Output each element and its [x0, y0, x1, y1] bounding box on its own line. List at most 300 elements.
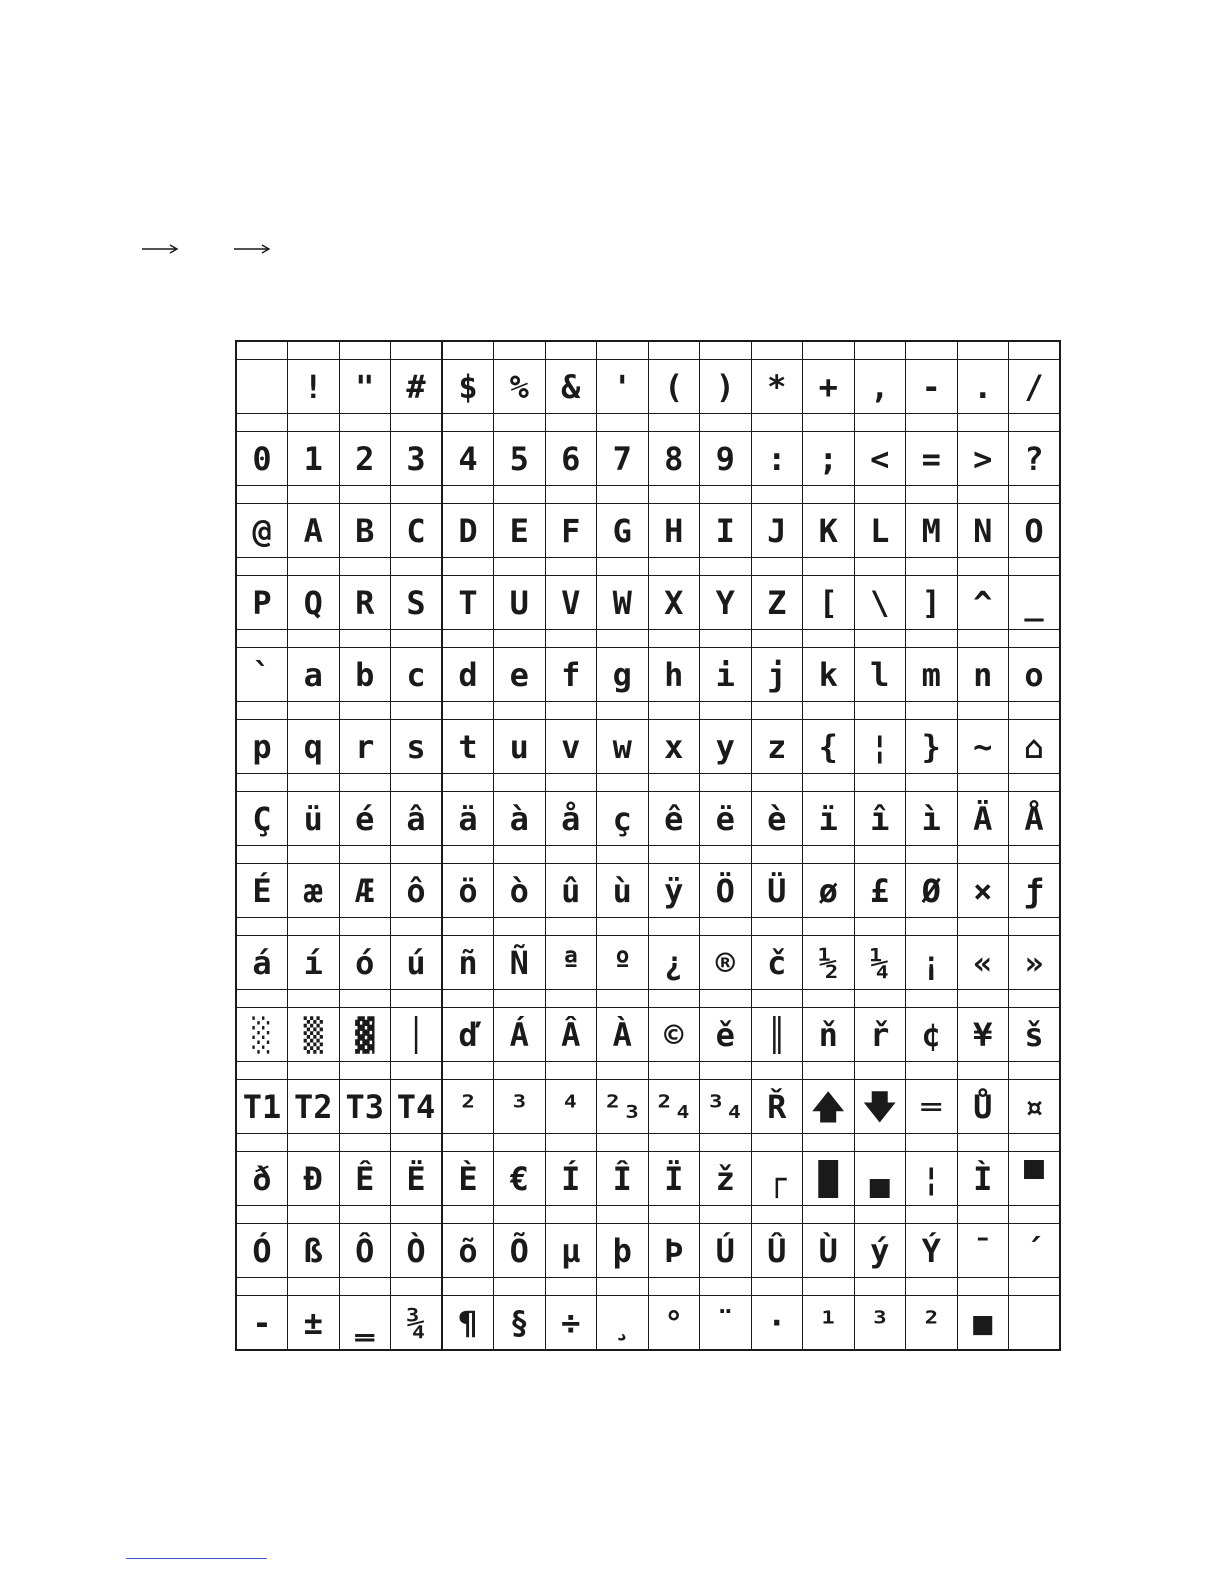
character-cell: n: [957, 648, 1009, 702]
header-cell: [391, 1278, 443, 1296]
character-cell: Ê: [339, 1152, 391, 1206]
character-cell: ¼: [854, 936, 906, 990]
character-row: [236, 1152, 1060, 1206]
character-cell: i: [700, 648, 752, 702]
character-cell: å: [545, 792, 597, 846]
header-cell: [597, 630, 649, 648]
header-cell: [236, 341, 288, 360]
character-cell: Đ: [288, 1152, 340, 1206]
header-cell: [648, 630, 700, 648]
header-cell: [545, 486, 597, 504]
header-cell: [751, 630, 803, 648]
header-cell: [391, 990, 443, 1008]
header-cell: [854, 1062, 906, 1080]
character-cell: a: [288, 648, 340, 702]
header-cell: [545, 1278, 597, 1296]
header-cell: [854, 1278, 906, 1296]
header-cell: [339, 846, 391, 864]
header-cell: [957, 630, 1009, 648]
header-cell: [236, 990, 288, 1008]
character-cell: ě: [700, 1008, 752, 1062]
character-cell: Ñ: [494, 936, 546, 990]
character-cell: ▓: [339, 1008, 391, 1062]
header-cell: [648, 774, 700, 792]
character-cell: Ø: [906, 864, 958, 918]
character-cell: ': [597, 360, 649, 414]
header-cell: [751, 1134, 803, 1152]
character-cell: ^: [957, 576, 1009, 630]
character-cell: H: [648, 504, 700, 558]
character-cell: Q: [288, 576, 340, 630]
header-cell: [391, 558, 443, 576]
header-cell: [648, 414, 700, 432]
character-cell: 7: [597, 432, 649, 486]
character-cell: Ù: [803, 1224, 855, 1278]
header-cell: [288, 702, 340, 720]
header-cell: [339, 702, 391, 720]
header-cell: [751, 341, 803, 360]
character-cell: ²₄: [648, 1080, 700, 1134]
header-cell: [391, 774, 443, 792]
character-cell: ": [339, 360, 391, 414]
character-cell: ¤: [1009, 1080, 1061, 1134]
header-cell: [545, 774, 597, 792]
character-cell: 9: [700, 432, 752, 486]
header-cell: [700, 414, 752, 432]
header-cell: [236, 918, 288, 936]
right-arrow-icon: [232, 237, 272, 261]
header-cell: [442, 630, 494, 648]
right-arrow-icon: [140, 237, 180, 261]
character-cell: ó: [339, 936, 391, 990]
header-cell: [906, 1062, 958, 1080]
header-cell: [597, 414, 649, 432]
character-cell: č: [751, 936, 803, 990]
character-cell: ┌: [751, 1152, 803, 1206]
header-cell: [648, 1134, 700, 1152]
character-cell: b: [339, 648, 391, 702]
character-cell: Ç: [236, 792, 288, 846]
header-cell: [494, 990, 546, 1008]
header-cell: [391, 1062, 443, 1080]
character-cell: <: [854, 432, 906, 486]
row-header-strip: [236, 1206, 1060, 1224]
row-header-strip: [236, 486, 1060, 504]
character-cell: p: [236, 720, 288, 774]
character-cell: ¸: [597, 1296, 649, 1351]
header-cell: [648, 1062, 700, 1080]
character-cell: h: [648, 648, 700, 702]
header-cell: [545, 918, 597, 936]
header-cell: [751, 1206, 803, 1224]
character-cell: ■: [957, 1296, 1009, 1351]
character-row: [236, 936, 1060, 990]
character-cell: ·: [751, 1296, 803, 1351]
header-cell: [906, 774, 958, 792]
character-cell: d: [442, 648, 494, 702]
header-cell: [597, 486, 649, 504]
character-cell: 0: [236, 432, 288, 486]
character-cell: -: [236, 1296, 288, 1351]
character-cell: M: [906, 504, 958, 558]
character-cell: ü: [288, 792, 340, 846]
character-cell: ═: [906, 1080, 958, 1134]
character-cell: ď: [442, 1008, 494, 1062]
header-cell: [906, 1134, 958, 1152]
header-cell: [391, 630, 443, 648]
header-cell: [442, 1206, 494, 1224]
header-cell: [803, 1134, 855, 1152]
header-cell: [442, 774, 494, 792]
header-cell: [288, 414, 340, 432]
character-cell: Þ: [648, 1224, 700, 1278]
header-cell: [391, 1206, 443, 1224]
header-cell: [957, 918, 1009, 936]
character-cell: û: [545, 864, 597, 918]
header-cell: [442, 558, 494, 576]
character-cell: þ: [597, 1224, 649, 1278]
header-cell: [803, 1206, 855, 1224]
character-cell: ⌂: [1009, 720, 1061, 774]
header-cell: [442, 486, 494, 504]
character-cell: î: [854, 792, 906, 846]
character-cell: Y: [700, 576, 752, 630]
header-cell: [803, 774, 855, 792]
character-cell: -: [906, 360, 958, 414]
header-cell: [648, 341, 700, 360]
character-cell: T3: [339, 1080, 391, 1134]
character-cell: +: [803, 360, 855, 414]
header-cell: [854, 702, 906, 720]
character-cell: Î: [597, 1152, 649, 1206]
character-cell: à: [494, 792, 546, 846]
header-cell: [1009, 558, 1061, 576]
header-cell: [1009, 846, 1061, 864]
character-cell: I: [700, 504, 752, 558]
header-cell: [494, 486, 546, 504]
header-cell: [597, 341, 649, 360]
header-cell: [494, 630, 546, 648]
character-cell: !: [288, 360, 340, 414]
header-cell: [803, 630, 855, 648]
character-cell: ║: [751, 1008, 803, 1062]
character-cell: ê: [648, 792, 700, 846]
character-cell: õ: [442, 1224, 494, 1278]
character-cell: }: [906, 720, 958, 774]
character-cell: [1009, 1296, 1061, 1351]
character-cell: ©: [648, 1008, 700, 1062]
character-cell: ù: [597, 864, 649, 918]
header-cell: [700, 558, 752, 576]
character-cell: ä: [442, 792, 494, 846]
header-cell: [236, 1062, 288, 1080]
header-cell: [957, 1062, 1009, 1080]
header-cell: [906, 702, 958, 720]
header-cell: [906, 630, 958, 648]
row-header-strip: [236, 1134, 1060, 1152]
row-header-strip: [236, 1278, 1060, 1296]
header-cell: [288, 1062, 340, 1080]
header-cell: [906, 558, 958, 576]
character-cell: ª: [545, 936, 597, 990]
character-cell: Û: [751, 1224, 803, 1278]
character-cell: ¶: [442, 1296, 494, 1351]
header-cell: [236, 846, 288, 864]
character-cell: F: [545, 504, 597, 558]
header-cell: [288, 1278, 340, 1296]
character-cell: v: [545, 720, 597, 774]
character-cell: P: [236, 576, 288, 630]
character-cell: T2: [288, 1080, 340, 1134]
character-cell: Ä: [957, 792, 1009, 846]
header-cell: [597, 702, 649, 720]
character-cell: Ó: [236, 1224, 288, 1278]
header-cell: [1009, 1134, 1061, 1152]
header-cell: [751, 846, 803, 864]
header-cell: [494, 702, 546, 720]
character-cell: T1: [236, 1080, 288, 1134]
character-cell: Ř: [751, 1080, 803, 1134]
character-cell: â: [391, 792, 443, 846]
header-cell: [339, 486, 391, 504]
header-cell: [597, 1134, 649, 1152]
character-cell: Õ: [494, 1224, 546, 1278]
character-row: [236, 360, 1060, 414]
character-cell: æ: [288, 864, 340, 918]
header-cell: [803, 702, 855, 720]
character-cell: ö: [442, 864, 494, 918]
header-cell: [236, 774, 288, 792]
header-cell: [1009, 918, 1061, 936]
header-cell: [648, 846, 700, 864]
character-cell: O: [1009, 504, 1061, 558]
header-cell: [597, 918, 649, 936]
character-row: [236, 1296, 1060, 1351]
header-cell: [288, 341, 340, 360]
header-cell: [751, 486, 803, 504]
character-cell: W: [597, 576, 649, 630]
header-cell: [339, 341, 391, 360]
header-cell: [906, 1206, 958, 1224]
character-cell: Ò: [391, 1224, 443, 1278]
character-cell: _: [1009, 576, 1061, 630]
header-cell: [545, 558, 597, 576]
header-cell: [957, 1278, 1009, 1296]
header-cell: [339, 990, 391, 1008]
header-cell: [803, 1278, 855, 1296]
character-cell: Æ: [339, 864, 391, 918]
character-set-table: [235, 340, 1061, 1351]
header-cell: [339, 1206, 391, 1224]
header-cell: [648, 486, 700, 504]
header-cell: [442, 341, 494, 360]
header-cell: [803, 990, 855, 1008]
character-row: [236, 576, 1060, 630]
header-cell: [854, 414, 906, 432]
character-cell: Ö: [700, 864, 752, 918]
character-cell: 🡅: [803, 1080, 855, 1134]
character-cell: í: [288, 936, 340, 990]
character-cell: ž: [700, 1152, 752, 1206]
character-cell: «: [957, 936, 1009, 990]
header-cell: [288, 774, 340, 792]
character-cell: Ô: [339, 1224, 391, 1278]
character-cell: ²: [906, 1296, 958, 1351]
header-cell: [854, 846, 906, 864]
character-cell: Ì: [957, 1152, 1009, 1206]
character-cell: ¥: [957, 1008, 1009, 1062]
character-cell: À: [597, 1008, 649, 1062]
header-cell: [803, 341, 855, 360]
character-cell: ´: [1009, 1224, 1061, 1278]
header-cell: [597, 846, 649, 864]
character-cell: ú: [391, 936, 443, 990]
character-cell: ▄: [854, 1152, 906, 1206]
character-cell: X: [648, 576, 700, 630]
character-cell: 🡇: [854, 1080, 906, 1134]
header-cell: [442, 846, 494, 864]
header-cell: [494, 341, 546, 360]
character-cell: 1: [288, 432, 340, 486]
header-cell: [288, 918, 340, 936]
header-cell: [803, 486, 855, 504]
character-cell: »: [1009, 936, 1061, 990]
header-cell: [906, 341, 958, 360]
header-cell: [751, 1278, 803, 1296]
character-cell: ?: [1009, 432, 1061, 486]
header-cell: [236, 702, 288, 720]
character-cell: 6: [545, 432, 597, 486]
character-cell: °: [648, 1296, 700, 1351]
header-cell: [494, 1134, 546, 1152]
character-cell: á: [236, 936, 288, 990]
character-cell: @: [236, 504, 288, 558]
header-cell: [803, 1062, 855, 1080]
header-cell: [700, 1134, 752, 1152]
character-cell: ¾: [391, 1296, 443, 1351]
header-cell: [906, 846, 958, 864]
character-cell: B: [339, 504, 391, 558]
row-header-strip: [236, 846, 1060, 864]
row-header-strip: [236, 1062, 1060, 1080]
row-header-strip: [236, 341, 1060, 360]
header-cell: [1009, 341, 1061, 360]
header-cell: [288, 1134, 340, 1152]
header-cell: [288, 846, 340, 864]
character-cell: j: [751, 648, 803, 702]
header-cell: [545, 630, 597, 648]
header-cell: [494, 1062, 546, 1080]
header-cell: [545, 1206, 597, 1224]
character-row: [236, 1080, 1060, 1134]
header-cell: [597, 1062, 649, 1080]
character-cell: ]: [906, 576, 958, 630]
character-cell: o: [1009, 648, 1061, 702]
header-cell: [1009, 702, 1061, 720]
header-cell: [494, 846, 546, 864]
character-cell: ░: [236, 1008, 288, 1062]
character-cell: ƒ: [1009, 864, 1061, 918]
header-cell: [391, 341, 443, 360]
character-cell: ß: [288, 1224, 340, 1278]
header-cell: [751, 558, 803, 576]
header-cell: [751, 990, 803, 1008]
header-cell: [236, 414, 288, 432]
header-cell: [494, 414, 546, 432]
character-cell: :: [751, 432, 803, 486]
header-cell: [545, 1062, 597, 1080]
header-cell: [648, 702, 700, 720]
header-cell: [288, 486, 340, 504]
header-cell: [494, 774, 546, 792]
header-cell: [288, 558, 340, 576]
header-cell: [906, 1278, 958, 1296]
character-cell: S: [391, 576, 443, 630]
character-cell: U: [494, 576, 546, 630]
header-cell: [957, 341, 1009, 360]
character-cell: *: [751, 360, 803, 414]
character-cell: {: [803, 720, 855, 774]
character-cell: Ü: [751, 864, 803, 918]
header-cell: [391, 702, 443, 720]
character-cell: (: [648, 360, 700, 414]
character-cell: N: [957, 504, 1009, 558]
header-cell: [751, 414, 803, 432]
character-cell: V: [545, 576, 597, 630]
character-cell: ¢: [906, 1008, 958, 1062]
character-cell: ▀: [1009, 1152, 1061, 1206]
character-row: [236, 1224, 1060, 1278]
header-cell: [236, 558, 288, 576]
character-cell: f: [545, 648, 597, 702]
header-cell: [854, 774, 906, 792]
character-cell: ¿: [648, 936, 700, 990]
character-cell: l: [854, 648, 906, 702]
header-cell: [700, 486, 752, 504]
character-cell: y: [700, 720, 752, 774]
header-cell: [700, 846, 752, 864]
character-cell: ×: [957, 864, 1009, 918]
character-cell: ³₄: [700, 1080, 752, 1134]
character-cell: ¯: [957, 1224, 1009, 1278]
header-cell: [597, 1206, 649, 1224]
header-cell: [700, 1278, 752, 1296]
header-cell: [442, 918, 494, 936]
character-cell: m: [906, 648, 958, 702]
character-cell: L: [854, 504, 906, 558]
character-cell: /: [1009, 360, 1061, 414]
footnote-rule: [126, 1558, 267, 1559]
character-cell: ¹: [803, 1296, 855, 1351]
character-cell: c: [391, 648, 443, 702]
character-cell: D: [442, 504, 494, 558]
header-cell: [854, 630, 906, 648]
header-cell: [494, 1206, 546, 1224]
header-cell: [906, 918, 958, 936]
header-cell: [545, 990, 597, 1008]
character-cell: ;: [803, 432, 855, 486]
character-cell: ⁴: [545, 1080, 597, 1134]
character-cell: #: [391, 360, 443, 414]
character-cell: Á: [494, 1008, 546, 1062]
character-cell: ,: [854, 360, 906, 414]
header-cell: [391, 414, 443, 432]
header-cell: [700, 774, 752, 792]
header-cell: [854, 990, 906, 1008]
row-header-strip: [236, 918, 1060, 936]
header-cell: [597, 774, 649, 792]
header-cell: [700, 702, 752, 720]
